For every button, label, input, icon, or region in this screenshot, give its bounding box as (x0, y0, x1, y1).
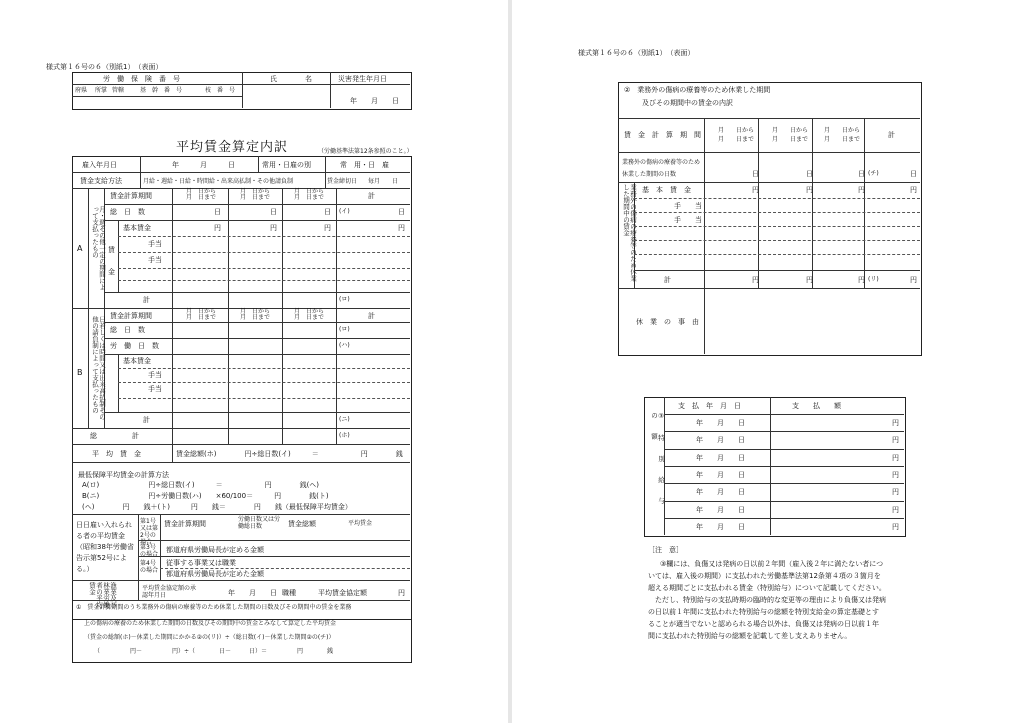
section-b-workdays-label: 労 働 日 数 (110, 342, 159, 350)
office-label: 管轄 (112, 87, 125, 94)
section-b-period-3: 月 日から 月 日まで (294, 308, 325, 321)
mark-ni: (ニ) (339, 416, 350, 423)
yen-unit: 円 (910, 276, 917, 284)
day-laborer-workdays: 労働日数又は労働総日数 (238, 516, 281, 530)
agreement-type: 職種 (282, 589, 296, 597)
yen-unit: 円 (214, 224, 221, 232)
employment-type-label: 常用・日雇の別 (262, 161, 311, 169)
yen-unit: 円 (910, 186, 917, 194)
note-line-2: 上の傷病の療養のため休業した期間の日数及びその期間中の賃金とみなして算定した平均賃金 (84, 620, 337, 627)
box2-period-3: 月 日から 月 日まで (824, 127, 861, 143)
box3-row-divider (664, 449, 904, 450)
day-laborer-avg: 平均賃金 (348, 520, 373, 527)
note-box (72, 600, 412, 663)
agreement-date: 年 月 日 (228, 589, 277, 597)
section-b-letter: B (77, 368, 83, 377)
section-a-wage-label-2: 金 (108, 268, 115, 276)
section-b-sum-label: 計 (143, 416, 150, 424)
note-5: の日以前１年間に支払われた特別給与の総額を特別支給金の算定基礎とす (648, 608, 879, 616)
box2-allowance-1: 手 当 (674, 202, 702, 210)
case-1-label: 第1号又は第2号の場合 (140, 518, 159, 546)
case-3-label: 第3号の場合 (140, 544, 159, 558)
yen-unit: 円 (270, 224, 277, 232)
note-line-3: （賃金の総額(ホ)－休業した期間にかかる②の(リ)）÷（総日数(イ)－休業した期間②の(チ)） (84, 634, 335, 641)
mark-ro: (ロ) (339, 296, 350, 303)
disaster-date-label: 災害発生年月日 (338, 75, 387, 83)
grand-total-label: 総 計 (90, 432, 139, 440)
agreement-label: 漁業及び林業労働者の平均賃金 (88, 582, 117, 608)
min-guarantee-line-3: (ヘ) 円 銭＋(ト) 円 銭＝ 円 銭（最低保障平均賃金） (82, 503, 352, 511)
box2-allowance-2: 手 当 (674, 216, 702, 224)
box3-row-yen: 円 (892, 453, 899, 462)
yen-unit: 円 (324, 224, 331, 232)
day-laborer-period: 賃金計算期間 (164, 520, 206, 528)
notes-title: ［注 意］ (648, 546, 683, 554)
section-a-period-3: 月 日から 月 日まで (294, 188, 325, 201)
insurance-number-label: 労 働 保 険 番 号 (103, 75, 180, 83)
box3-row-date: 年 月 日 (696, 522, 745, 531)
box2-basic-wage: 基 本 賃 金 (642, 186, 691, 194)
box3-col-amount: 支 払 額 (792, 402, 841, 410)
day-unit: 日 (270, 208, 277, 216)
section-a-wage-label: 賃 (108, 246, 115, 254)
box3-row-yen: 円 (892, 522, 899, 531)
case-3-line: 都道府県労働局長が定める金額 (166, 546, 264, 554)
box3-row-yen: 円 (892, 436, 899, 445)
agreement-yen: 円 (398, 589, 405, 597)
box3-row-divider (664, 431, 904, 432)
section-a-side-label: 月・週その他一定の期間によって支払ったもの (91, 206, 106, 291)
section-a-total-col: 計 (368, 192, 375, 200)
box2-total-label: 計 (888, 131, 895, 139)
day-unit: 日 (752, 170, 759, 178)
section-a-basic-wage: 基本賃金 (123, 224, 151, 232)
mark-ha: (ハ) (339, 342, 350, 349)
box3-row-date: 年 月 日 (696, 453, 745, 462)
hire-date-label: 雇入年月日 (82, 161, 117, 169)
day-laborer-wage: 賃金総額 (288, 520, 316, 528)
section-b-period-2: 月 日から 月 日まで (240, 308, 271, 321)
box2-period-label: 賃 金 計 算 期 間 (624, 131, 701, 139)
page-title: 平均賃金算定内訳 (176, 140, 289, 155)
box3-row-divider (664, 483, 904, 484)
box3-row-yen: 円 (892, 419, 899, 427)
average-wage-label: 平 均 賃 金 (92, 450, 141, 458)
yen-unit: 円 (858, 186, 865, 194)
section-b-period-1: 月 日から 月 日まで (186, 308, 217, 321)
box2-sum-label: 計 (664, 276, 671, 284)
base-number-label: 基 幹 番 号 (140, 87, 183, 94)
box2-title: ② 業務外の傷病の療養等のため休業した期間 (624, 86, 771, 94)
section-a-period-2: 月 日から 月 日まで (240, 188, 271, 201)
day-unit: 日 (910, 170, 917, 178)
note-line-4: （ 円－ 円）÷（ 日－ 日）＝ 円 銭 (94, 648, 334, 655)
yen-unit: 円 (806, 186, 813, 194)
yen-unit: 円 (398, 224, 405, 232)
section-b-basic-wage: 基本賃金 (123, 357, 151, 365)
yen-unit: 円 (806, 276, 813, 284)
yen-unit: 円 (858, 276, 865, 284)
box3-row-date: 年 月 日 (696, 505, 745, 514)
hire-date-value: 年 月 日 (172, 161, 235, 169)
case-4-line-1: 従事する事業又は職業 (166, 559, 236, 567)
branch-number-label: 枝 番 号 (205, 87, 236, 94)
pay-method-label: 賃金支給方法 (80, 177, 122, 185)
section-a-days-label: 総 日 数 (110, 208, 145, 216)
title-note: （労働基準法第12条参照のこと。） (318, 148, 413, 155)
day-unit: 日 (214, 208, 221, 216)
box3-row-yen: 円 (892, 488, 899, 497)
box3-row-divider (664, 501, 904, 502)
box3-row-divider (664, 518, 904, 519)
special-pay-box (644, 397, 906, 537)
case-4-line-2: 都道府県労働局長が定めた金額 (166, 570, 264, 578)
box2-period-2: 月 日から 月 日まで (772, 127, 809, 143)
form-id-right: 様式第１６号の６（別紙1） （表面） (578, 49, 695, 57)
mark-i: (イ) (339, 208, 350, 215)
employment-type-value: 常 用・日 雇 (340, 161, 389, 169)
box3-side-label: ③ 特 別 給 与 の 額 (650, 412, 665, 519)
closing-day-label: 賃金締切日 (327, 178, 358, 185)
right-form-page (512, 0, 1024, 723)
jurisdiction-label: 所掌 (95, 87, 108, 94)
day-unit: 日 (858, 170, 865, 178)
box3-row-date: 年 月 日 (696, 470, 745, 479)
form-id: 様式第１６号の６（別紙1） （表面） (46, 63, 163, 71)
day-unit: 日 (324, 208, 331, 216)
section-a-period-label: 賃金計算期間 (110, 192, 152, 200)
section-a-period-1: 月 日から 月 日まで (186, 188, 217, 201)
box3-col-date: 支 払 年 月 日 (678, 402, 741, 410)
agreement-amount: 平均賃金協定額 (318, 589, 367, 597)
mark-ho: (ホ) (339, 432, 350, 439)
disaster-date-value: 年 月 日 (350, 97, 399, 105)
section-a-allowance-2: 手当 (148, 256, 162, 264)
section-a-letter: A (77, 244, 83, 253)
section-b-period-label: 賃金計算期間 (110, 312, 152, 320)
box3-row-yen: 円 (892, 470, 899, 479)
left-form-page (0, 0, 508, 723)
yen-unit: 円 (752, 276, 759, 284)
box2-period-1: 月 日から 月 日まで (718, 127, 755, 143)
section-b-side-label: 日若しくは時間又は出来高払制その他の請負制によって支払ったもの (91, 316, 106, 420)
note-1: ③欄には、負傷又は発病の日以前２年間（雇入後２年に満たない者につ (660, 560, 884, 568)
day-unit: 日 (398, 208, 405, 216)
box3-row-date: 年 月 日 (696, 419, 745, 427)
closing-day-value: 毎月 日 (368, 178, 399, 185)
agreement-sub: 平均賃金協定額の承認年月日 (142, 585, 197, 599)
day-laborer-label: 日日雇い入れられる者の平均賃金（昭和38年労働省告示第52号による。） (76, 521, 134, 573)
name-label: 氏 名 (270, 75, 312, 83)
box2-side-label: 業務外の傷病の療養等のため休業した期間中の賃金 (622, 184, 637, 282)
min-guarantee-title: 最低保障平均賃金の計算方法 (78, 471, 169, 479)
note-3: 超える期間ごとに支払われる賃金（特別給与）について記載してください。 (648, 584, 886, 592)
mark: (ロ) (339, 326, 350, 333)
pay-method-value: 月給・週給・日給・時間給・出来高払制・その他請負制 (143, 178, 294, 185)
note-6: ることが適当でないと認められる場合以外は、負傷又は発病の日以前１年 (648, 620, 879, 628)
min-guarantee-line-1: A(ロ) 円÷総日数(イ) ＝ 円 銭(ヘ) (82, 481, 320, 489)
section-a-allowance-1: 手当 (148, 240, 162, 248)
note-line-1: ① 賃金計算期間のうち業務外の傷病の療養等のため休業した期間の日数及びその期間中の賃金を業務 (76, 604, 352, 611)
section-b-allowance-1: 手当 (148, 371, 162, 379)
section-b-allowance-2: 手当 (148, 385, 162, 393)
section-b-total-col: 計 (368, 312, 375, 320)
min-guarantee-line-2: B(ニ) 円÷労働日数(ハ) ×60/100＝ 円 銭(ト) (82, 492, 329, 500)
note-2: いては、雇入後の期間）に支払われた労働基準法第12条第４項の３箇月を (648, 572, 881, 580)
case-4-label: 第4号の場合 (140, 560, 159, 574)
mark-chi: (チ) (868, 170, 879, 177)
leave-breakdown-box (618, 82, 922, 356)
note-7: 間に支払われた特別給与の総額を記載して差し支えありません。 (648, 632, 852, 640)
average-wage-formula: 賃金総額(ホ) 円÷総日数(イ) ＝ 円 銭 (176, 450, 403, 458)
box2-reason-label: 休 業 の 事 由 (636, 318, 699, 326)
box3-row-date: 年 月 日 (696, 436, 745, 445)
box3-row-yen: 円 (892, 505, 899, 514)
day-unit: 日 (806, 170, 813, 178)
box2-days-label: 業務外の傷病の療養等のため休業した期間の日数 (622, 159, 701, 178)
yen-unit: 円 (752, 186, 759, 194)
section-b-days-label: 総 日 数 (110, 326, 145, 334)
mark-ri: (リ) (868, 276, 879, 283)
section-a-sum-label: 計 (143, 296, 150, 304)
box3-row-divider (664, 466, 904, 467)
prefecture-label: 府県 (75, 87, 88, 94)
box3-row-date: 年 月 日 (696, 488, 745, 497)
box2-subtitle: 及びその期間中の賃金の内訳 (642, 99, 733, 107)
note-4: ただし、特別給与の支払時期の臨時的な変更等の理由により負傷又は発病 (648, 596, 886, 604)
